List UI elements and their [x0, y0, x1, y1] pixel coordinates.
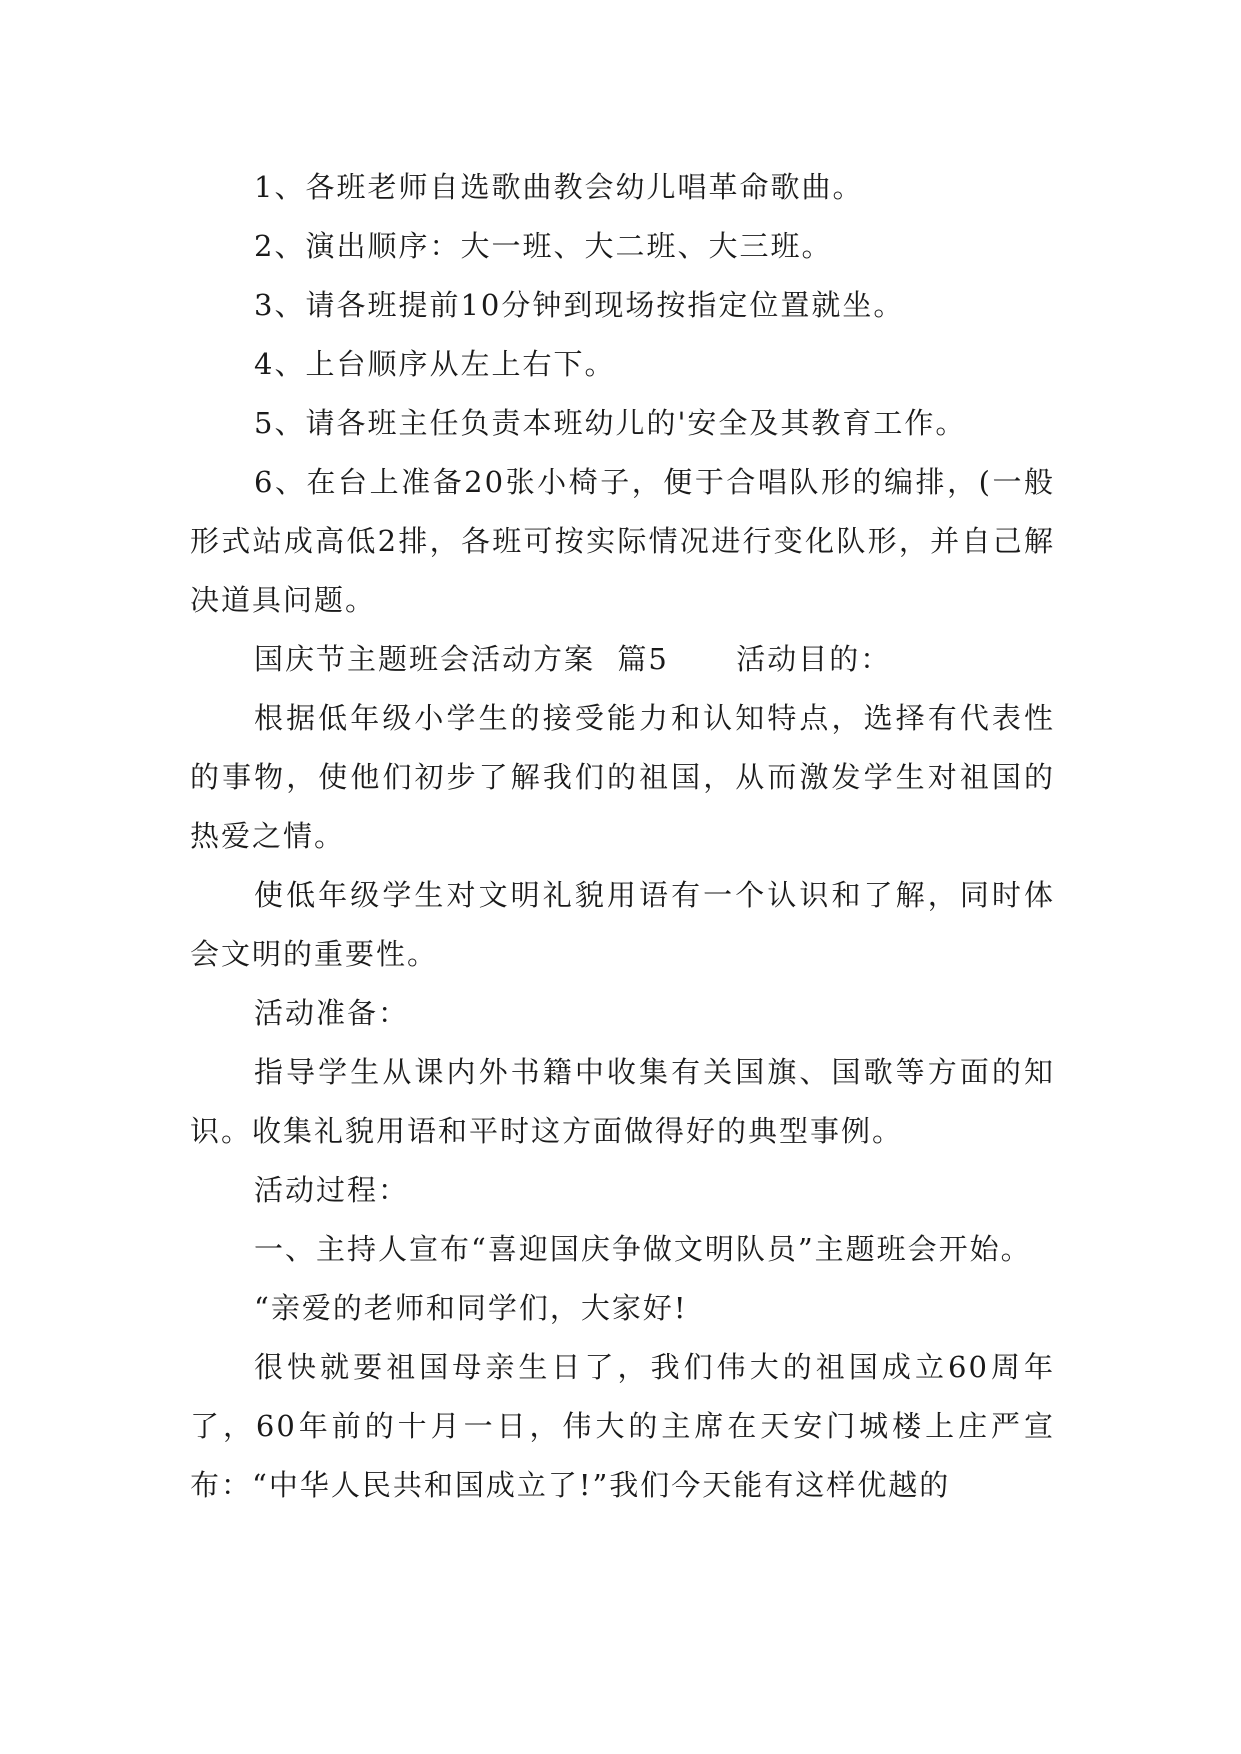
paragraph-safety: 5、请各班主任负责本班幼儿的'安全及其教育工作。	[254, 406, 967, 440]
paragraph-song-teaching: 1、各班老师自选歌曲教会幼儿唱革命歌曲。	[254, 170, 864, 204]
heading-preparation: 活动准备：	[254, 996, 410, 1030]
paragraph-greeting: “亲爱的老师和同学们，大家好!	[254, 1291, 688, 1325]
paragraph-stage-order: 4、上台顺序从左上右下。	[254, 347, 616, 381]
paragraph-goal-2: 使低年级学生对文明礼貌用语有一个认识和了解，同时体会文明的重要性。	[190, 878, 1055, 971]
paragraph-process-step-1: 一、主持人宣布“喜迎国庆争做文明队员”主题班会开始。	[254, 1232, 1032, 1266]
paragraph-preparation: 指导学生从课内外书籍中收集有关国旗、国歌等方面的知识。收集礼貌用语和平时这方面做得好的典型事例。	[190, 1055, 1055, 1148]
section-heading-plan-5: 国庆节主题班会活动方案 篇5 活动目的：	[254, 642, 892, 676]
paragraph-arrival-time: 3、请各班提前10分钟到现场按指定位置就坐。	[254, 288, 905, 322]
paragraph-anniversary: 很快就要祖国母亲生日了，我们伟大的祖国成立60周年了，60年前的十月一日，伟大的主席在天安门城楼上庄严宣布：“中华人民共和国成立了!”我们今天能有这样优越的	[190, 1350, 1055, 1502]
document-body	[190, 158, 1055, 1515]
paragraph-goal-1: 根据低年级小学生的接受能力和认知特点，选择有代表性的事物，使他们初步了解我们的祖国，从而激发学生对祖国的热爱之情。	[190, 701, 1055, 853]
heading-process: 活动过程：	[254, 1173, 410, 1207]
paragraph-performance-order: 2、演出顺序：大一班、大二班、大三班。	[254, 229, 833, 263]
paragraph-chairs: 6、在台上准备20张小椅子，便于合唱队形的编排，(一般形式站成高低2排，各班可按实际情况进行变化队形，并自己解决道具问题。	[190, 465, 1055, 617]
